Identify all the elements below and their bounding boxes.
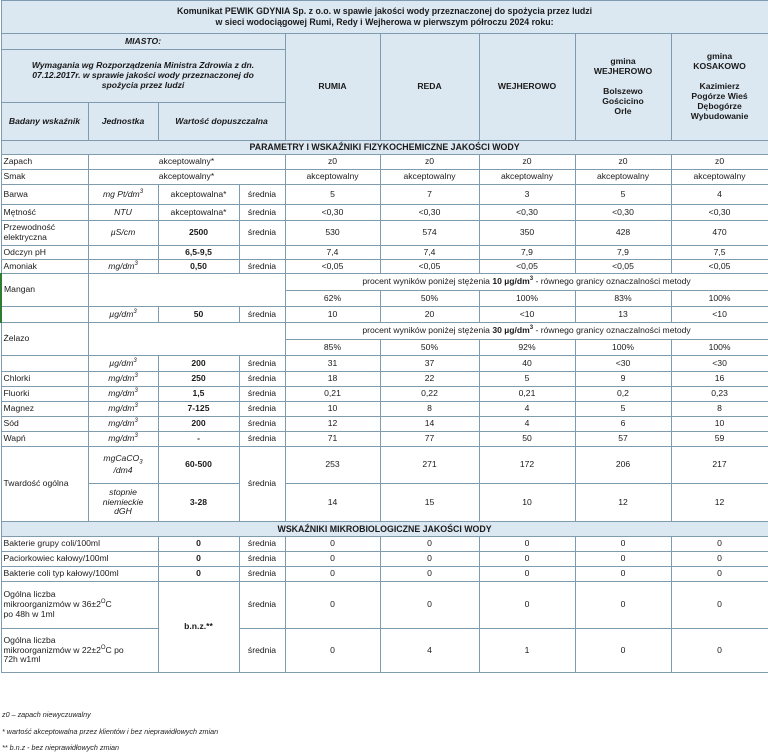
row-zelazo-values bbox=[1, 356, 768, 372]
miasto-label: MIASTO: bbox=[1, 34, 285, 50]
param-name-line-1: Przewodność bbox=[3, 222, 56, 233]
srednia-empty bbox=[239, 323, 285, 356]
col-gmina-kosakowo bbox=[671, 34, 768, 141]
badany-wskaznik-header: Badany wskaźnik bbox=[1, 103, 88, 141]
param-unit bbox=[88, 246, 158, 260]
value-rumia: 7,4 bbox=[285, 246, 380, 260]
value-gmina-kosakowo: akceptowalny bbox=[671, 170, 768, 185]
pct-gmina-kosakowo: 100% bbox=[671, 291, 768, 307]
value-gmina-wejherowo: 0 bbox=[575, 537, 671, 552]
param-unit bbox=[88, 307, 158, 323]
value-wejherowo: 40 bbox=[479, 356, 575, 372]
value-wejherowo: 7,9 bbox=[479, 246, 575, 260]
param-unit bbox=[88, 387, 158, 402]
param-unit bbox=[88, 356, 158, 372]
wymagania-label: Wymagania wg Rozporządzenia Ministra Zdrowia z dn. 07.12.2017r. w sprawie jakości wody przeznaczonej do spożycia przez ludzi bbox=[1, 50, 285, 103]
footnote-bnz: ** b.n.z - bez nieprawidłowych zmian bbox=[2, 743, 120, 752]
value-reda: 7 bbox=[380, 185, 479, 205]
header-row-miasto bbox=[1, 34, 768, 50]
row-bakterie-coli bbox=[1, 537, 768, 552]
row-wapn bbox=[1, 432, 768, 447]
gmina-wejherowo-line-1: gmina bbox=[610, 56, 636, 67]
note-post: - równego granicy oznaczalności metody bbox=[533, 276, 691, 287]
value-wejherowo: 0 bbox=[479, 582, 575, 629]
srednia-label: średnia bbox=[239, 221, 285, 246]
note-conc-text: 30 µg/dm bbox=[492, 325, 530, 336]
value-gmina-kosakowo: z0 bbox=[671, 155, 768, 170]
unit-text: mg/dm bbox=[108, 403, 135, 414]
value-gmina-wejherowo: 7,9 bbox=[575, 246, 671, 260]
value-reda: 8 bbox=[380, 402, 479, 417]
param-limit: 6,5-9,5 bbox=[158, 246, 239, 260]
value-rumia: 0 bbox=[285, 629, 380, 673]
value-reda: <0,05 bbox=[380, 260, 479, 274]
value-reda: 37 bbox=[380, 356, 479, 372]
value-rumia: 14 bbox=[285, 484, 380, 522]
row-chlorki bbox=[1, 372, 768, 387]
value-rumia: <0,30 bbox=[285, 205, 380, 221]
value-wejherowo: <0,30 bbox=[479, 205, 575, 221]
unit-text-a: stopnie bbox=[109, 486, 137, 497]
param-name-empty bbox=[1, 307, 88, 323]
report-title-line-1: Komunikat PEWIK GDYNIA Sp. z o.o. w spawie jakości wody przeznaczonej do spożycia przez ludzi bbox=[176, 6, 593, 17]
value-reda: akceptowalny bbox=[380, 170, 479, 185]
param-name-line-2: elektryczna bbox=[3, 232, 47, 242]
param-name-line-2: mikroorganizmów w 36±2 bbox=[3, 599, 101, 610]
srednia-label: średnia bbox=[239, 432, 285, 447]
param-name: Wapń bbox=[1, 432, 88, 447]
row-zapach bbox=[1, 155, 768, 170]
param-unit bbox=[88, 432, 158, 447]
value-wejherowo: 4 bbox=[479, 402, 575, 417]
unit-sup: 3 bbox=[134, 433, 138, 440]
value-gmina-wejherowo: 0,2 bbox=[575, 387, 671, 402]
srednia-empty bbox=[239, 246, 285, 260]
row-twardosc-1 bbox=[1, 447, 768, 484]
unit-text: mg/dm bbox=[108, 433, 135, 444]
value-gmina-kosakowo: 217 bbox=[671, 447, 768, 484]
unit-text: µg/dm bbox=[109, 308, 134, 319]
note-sup: 3 bbox=[529, 325, 534, 332]
value-wejherowo: 5 bbox=[479, 372, 575, 387]
param-unit bbox=[88, 417, 158, 432]
note-conc bbox=[492, 276, 533, 286]
value-gmina-wejherowo: <0,05 bbox=[575, 260, 671, 274]
value-wejherowo: 0 bbox=[479, 552, 575, 567]
note-pre: procent wyników poniżej stężenia bbox=[362, 276, 490, 287]
param-limit: 200 bbox=[158, 356, 239, 372]
value-gmina-kosakowo: 4 bbox=[671, 185, 768, 205]
unit-sup: 3 bbox=[134, 403, 138, 410]
param-unit-2 bbox=[88, 484, 158, 522]
note-pre: procent wyników poniżej stężenia bbox=[362, 325, 490, 336]
degree-sup: O bbox=[100, 599, 106, 606]
mangan-note bbox=[285, 274, 768, 291]
value-reda: 0 bbox=[380, 582, 479, 629]
srednia-label: średnia bbox=[239, 185, 285, 205]
srednia-label: średnia bbox=[239, 387, 285, 402]
param-name-line-1: Ogólna liczba bbox=[3, 589, 56, 600]
value-reda: 77 bbox=[380, 432, 479, 447]
value-rumia: 0 bbox=[285, 582, 380, 629]
value-wejherowo: <0,05 bbox=[479, 260, 575, 274]
value-rumia: 0,21 bbox=[285, 387, 380, 402]
value-gmina-kosakowo: 10 bbox=[671, 417, 768, 432]
pct-reda: 50% bbox=[380, 340, 479, 356]
srednia-label: średnia bbox=[239, 537, 285, 552]
unit-text: mg/dm bbox=[108, 388, 135, 399]
srednia-label: średnia bbox=[239, 307, 285, 323]
value-wejherowo: akceptowalny bbox=[479, 170, 575, 185]
value-rumia: 530 bbox=[285, 221, 380, 246]
unit-sup: 3 bbox=[134, 260, 138, 267]
value-gmina-kosakowo: 470 bbox=[671, 221, 768, 246]
value-rumia: 18 bbox=[285, 372, 380, 387]
value-wejherowo: z0 bbox=[479, 155, 575, 170]
value-gmina-kosakowo: 16 bbox=[671, 372, 768, 387]
param-limit-2: 3-28 bbox=[158, 484, 239, 522]
value-gmina-wejherowo: 0 bbox=[575, 567, 671, 582]
value-reda: 0 bbox=[380, 537, 479, 552]
row-zelazo-note bbox=[1, 323, 768, 340]
value-gmina-wejherowo: akceptowalny bbox=[575, 170, 671, 185]
srednia-label: średnia bbox=[239, 552, 285, 567]
param-unit bbox=[88, 402, 158, 417]
value-rumia: akceptowalny bbox=[285, 170, 380, 185]
param-limit: akceptowalny* bbox=[88, 170, 285, 185]
section-mikrobiologiczne: WSKAŹNIKI MIKROBIOLOGICZNE JAKOŚCI WODY bbox=[1, 522, 768, 537]
param-name: Odczyn pH bbox=[1, 246, 88, 260]
value-gmina-kosakowo: 0 bbox=[671, 537, 768, 552]
param-name: Barwa bbox=[1, 185, 88, 205]
param-unit-empty bbox=[88, 323, 158, 356]
section-row-mikro bbox=[1, 522, 768, 537]
value-wejherowo: 0 bbox=[479, 537, 575, 552]
value-rumia: 5 bbox=[285, 185, 380, 205]
gmina-kosakowo-line-4: Pogórze Wieś bbox=[691, 90, 748, 101]
value-gmina-kosakowo: <10 bbox=[671, 307, 768, 323]
srednia-label: średnia bbox=[239, 447, 285, 522]
row-twardosc-2 bbox=[1, 484, 768, 522]
param-limit: 200 bbox=[158, 417, 239, 432]
param-name bbox=[1, 582, 158, 629]
gmina-wejherowo-line-5: Orle bbox=[614, 105, 632, 116]
value-rumia: 10 bbox=[285, 402, 380, 417]
gmina-kosakowo-line-6: Wybudowanie bbox=[690, 110, 749, 121]
value-gmina-wejherowo: 206 bbox=[575, 447, 671, 484]
note-conc bbox=[492, 325, 533, 335]
value-gmina-kosakowo: 59 bbox=[671, 432, 768, 447]
value-wejherowo: <10 bbox=[479, 307, 575, 323]
param-name-line-4: po 48h w 1ml bbox=[3, 608, 55, 619]
jednostka-header: Jednostka bbox=[88, 103, 158, 141]
param-name: Twardość ogólna bbox=[1, 447, 88, 522]
value-rumia: 0 bbox=[285, 567, 380, 582]
row-paciorkowiec bbox=[1, 552, 768, 567]
param-limit: 0 bbox=[158, 552, 239, 567]
row-smak bbox=[1, 170, 768, 185]
value-reda: 0 bbox=[380, 567, 479, 582]
value-reda: 7,4 bbox=[380, 246, 479, 260]
param-name: Mętność bbox=[1, 205, 88, 221]
value-gmina-wejherowo: 5 bbox=[575, 402, 671, 417]
value-rumia: 10 bbox=[285, 307, 380, 323]
param-name-line-3: C po bbox=[105, 644, 124, 655]
unit-sup: 3 bbox=[134, 388, 138, 395]
row-przewodnosc bbox=[1, 221, 768, 246]
degree-sup: O bbox=[100, 644, 106, 651]
unit-text-c: dGH bbox=[114, 506, 132, 517]
value-reda: 0,22 bbox=[380, 387, 479, 402]
srednia-label: średnia bbox=[239, 402, 285, 417]
pct-reda: 50% bbox=[380, 291, 479, 307]
param-limit: 1,5 bbox=[158, 387, 239, 402]
unit-text: mg/dm bbox=[108, 260, 135, 271]
param-limit: akceptowalna* bbox=[158, 185, 239, 205]
value-gmina-kosakowo: 0 bbox=[671, 582, 768, 629]
value-rumia: <0,05 bbox=[285, 260, 380, 274]
value-gmina-wejherowo: 0 bbox=[575, 629, 671, 673]
param-limit: - bbox=[158, 432, 239, 447]
value-reda: 22 bbox=[380, 372, 479, 387]
param-limit: 0,50 bbox=[158, 260, 239, 274]
param-unit-1 bbox=[88, 447, 158, 484]
bnz-limit: b.n.z.** bbox=[158, 582, 239, 673]
srednia-label: średnia bbox=[239, 372, 285, 387]
srednia-label: średnia bbox=[239, 629, 285, 673]
value-wejherowo: 4 bbox=[479, 417, 575, 432]
footnote-z0: z0 – zapach niewyczuwalny bbox=[2, 710, 91, 719]
value-rumia: 71 bbox=[285, 432, 380, 447]
gmina-kosakowo-line-1: gmina bbox=[706, 51, 733, 62]
value-gmina-wejherowo: 13 bbox=[575, 307, 671, 323]
value-reda: 15 bbox=[380, 484, 479, 522]
value-reda: <0,30 bbox=[380, 205, 479, 221]
section-fizykochemiczne: PARAMETRY I WSKAŹNIKI FIZYKOCHEMICZNE JAKOŚCI WODY bbox=[1, 141, 768, 155]
col-wejherowo: WEJHEROWO bbox=[479, 34, 575, 141]
param-name: Bakterie grupy coli/100ml bbox=[1, 537, 158, 552]
param-unit bbox=[88, 260, 158, 274]
note-conc-text: 10 µg/dm bbox=[492, 276, 530, 287]
value-gmina-wejherowo: <0,30 bbox=[575, 205, 671, 221]
pct-gmina-wejherowo: 100% bbox=[575, 340, 671, 356]
value-gmina-wejherowo: 57 bbox=[575, 432, 671, 447]
value-wejherowo: 0 bbox=[479, 567, 575, 582]
value-gmina-wejherowo: 5 bbox=[575, 185, 671, 205]
unit-sup: 3 bbox=[134, 373, 138, 380]
row-odczyn bbox=[1, 246, 768, 260]
value-gmina-kosakowo: 0 bbox=[671, 567, 768, 582]
title-row bbox=[1, 1, 768, 34]
srednia-label: średnia bbox=[239, 582, 285, 629]
unit-sup: 3 bbox=[133, 357, 137, 364]
srednia-label: średnia bbox=[239, 567, 285, 582]
row-magnez bbox=[1, 402, 768, 417]
row-fluorki bbox=[1, 387, 768, 402]
param-limit-empty bbox=[158, 274, 239, 307]
report-title bbox=[1, 1, 768, 34]
value-rumia: z0 bbox=[285, 155, 380, 170]
value-reda: 574 bbox=[380, 221, 479, 246]
row-amoniak bbox=[1, 260, 768, 274]
value-gmina-kosakowo: <0,30 bbox=[671, 205, 768, 221]
value-rumia: 253 bbox=[285, 447, 380, 484]
gmina-wejherowo-line-4: Gościcino bbox=[602, 95, 644, 106]
value-gmina-kosakowo: 8 bbox=[671, 402, 768, 417]
gmina-kosakowo-line-3: Kazimierz bbox=[699, 81, 740, 92]
value-reda: 271 bbox=[380, 447, 479, 484]
param-unit bbox=[88, 185, 158, 205]
value-gmina-wejherowo: <30 bbox=[575, 356, 671, 372]
value-rumia: 12 bbox=[285, 417, 380, 432]
srednia-label: średnia bbox=[239, 417, 285, 432]
param-limit: 250 bbox=[158, 372, 239, 387]
param-limit: 50 bbox=[158, 307, 239, 323]
param-name: Amoniak bbox=[1, 260, 88, 274]
value-wejherowo: 1 bbox=[479, 629, 575, 673]
param-limit: 2500 bbox=[158, 221, 239, 246]
value-wejherowo: 3 bbox=[479, 185, 575, 205]
param-name-line-1: Ogólna liczba bbox=[3, 634, 56, 645]
value-gmina-kosakowo: <0,05 bbox=[671, 260, 768, 274]
param-name: Magnez bbox=[1, 402, 88, 417]
value-wejherowo: 50 bbox=[479, 432, 575, 447]
param-name: Bakterie coli typ kałowy/100ml bbox=[1, 567, 158, 582]
value-rumia: 31 bbox=[285, 356, 380, 372]
value-wejherowo: 10 bbox=[479, 484, 575, 522]
value-gmina-kosakowo: 0 bbox=[671, 552, 768, 567]
value-wejherowo: 0,21 bbox=[479, 387, 575, 402]
value-gmina-kosakowo: 0,23 bbox=[671, 387, 768, 402]
pct-gmina-kosakowo: 100% bbox=[671, 340, 768, 356]
param-name: Zapach bbox=[1, 155, 88, 170]
section-row-fiz bbox=[1, 141, 768, 155]
footnote-akceptowalna: * wartość akceptowalna przez klientów i bez nieprawidłowych zmian bbox=[2, 727, 219, 736]
unit-text: mg/dm bbox=[108, 373, 135, 384]
value-gmina-wejherowo: 9 bbox=[575, 372, 671, 387]
srednia-empty bbox=[239, 274, 285, 307]
value-reda: 14 bbox=[380, 417, 479, 432]
unit-text-b: /dm4 bbox=[113, 465, 133, 476]
value-wejherowo: 350 bbox=[479, 221, 575, 246]
unit-text-a: mgCaCO bbox=[103, 452, 140, 463]
param-name-line-3: C bbox=[105, 599, 112, 610]
row-sod bbox=[1, 417, 768, 432]
pct-gmina-wejherowo: 83% bbox=[575, 291, 671, 307]
value-reda: z0 bbox=[380, 155, 479, 170]
pct-wejherowo: 92% bbox=[479, 340, 575, 356]
value-gmina-wejherowo: 0 bbox=[575, 552, 671, 567]
value-gmina-wejherowo: 428 bbox=[575, 221, 671, 246]
param-name: Fluorki bbox=[1, 387, 88, 402]
param-limit: akceptowalna* bbox=[158, 205, 239, 221]
col-gmina-wejherowo bbox=[575, 34, 671, 141]
srednia-label: średnia bbox=[239, 356, 285, 372]
param-name: Mangan bbox=[1, 274, 88, 307]
note-post: - równego granicy oznaczalności metody bbox=[533, 325, 691, 336]
value-wejherowo: 172 bbox=[479, 447, 575, 484]
param-name: Smak bbox=[1, 170, 88, 185]
row-mangan-note bbox=[1, 274, 768, 291]
value-gmina-kosakowo: 7,5 bbox=[671, 246, 768, 260]
pct-rumia: 62% bbox=[285, 291, 380, 307]
pct-wejherowo: 100% bbox=[479, 291, 575, 307]
param-name-line-4: 72h w1ml bbox=[3, 654, 41, 665]
col-rumia: RUMIA bbox=[285, 34, 380, 141]
value-gmina-wejherowo: 0 bbox=[575, 582, 671, 629]
row-coli-typ bbox=[1, 567, 768, 582]
value-gmina-wejherowo: z0 bbox=[575, 155, 671, 170]
param-limit: 0 bbox=[158, 537, 239, 552]
param-limit: 0 bbox=[158, 567, 239, 582]
wartosc-dopuszczalna-header: Wartość dopuszczalna bbox=[158, 103, 285, 141]
value-gmina-kosakowo: <30 bbox=[671, 356, 768, 372]
value-reda: 20 bbox=[380, 307, 479, 323]
param-name bbox=[1, 221, 88, 246]
unit-sup: 3 bbox=[134, 418, 138, 425]
unit-sub: 3 bbox=[139, 459, 143, 466]
param-unit bbox=[88, 372, 158, 387]
unit-text: mg Pt/dm bbox=[102, 188, 140, 199]
row-ogolna-22 bbox=[1, 629, 768, 673]
param-limit: 7-125 bbox=[158, 402, 239, 417]
col-reda: REDA bbox=[380, 34, 479, 141]
param-unit: NTU bbox=[88, 205, 158, 221]
value-gmina-wejherowo: 6 bbox=[575, 417, 671, 432]
value-reda: 4 bbox=[380, 629, 479, 673]
value-rumia: 0 bbox=[285, 537, 380, 552]
param-name-empty bbox=[1, 356, 88, 372]
value-gmina-kosakowo: 12 bbox=[671, 484, 768, 522]
unit-text: µg/dm bbox=[109, 357, 134, 368]
unit-sup: 3 bbox=[133, 308, 137, 315]
report-title-line-2: w sieci wodociągowej Rumi, Redy i Wejherowa w pierwszym półroczu 2024 roku: bbox=[215, 17, 554, 27]
row-mangan-values bbox=[1, 307, 768, 323]
param-unit: µS/cm bbox=[88, 221, 158, 246]
param-name bbox=[1, 629, 158, 673]
param-name: Sód bbox=[1, 417, 88, 432]
value-gmina-wejherowo: 12 bbox=[575, 484, 671, 522]
param-limit-1: 60-500 bbox=[158, 447, 239, 484]
unit-text: mg/dm bbox=[108, 418, 135, 429]
param-limit: akceptowalny* bbox=[88, 155, 285, 170]
pct-rumia: 85% bbox=[285, 340, 380, 356]
param-name-line-2: mikroorganizmów w 22±2 bbox=[3, 644, 101, 655]
srednia-label: średnia bbox=[239, 205, 285, 221]
unit-text-b: niemieckie bbox=[102, 496, 144, 507]
note-sup: 3 bbox=[529, 276, 534, 283]
gmina-wejherowo-line-3: Bolszewo bbox=[603, 86, 643, 96]
row-metnosc bbox=[1, 205, 768, 221]
gmina-kosakowo-line-2: KOSAKOWO bbox=[693, 61, 746, 72]
srednia-label: średnia bbox=[239, 260, 285, 274]
value-rumia: 0 bbox=[285, 552, 380, 567]
param-name: Paciorkowiec kałowy/100ml bbox=[1, 552, 158, 567]
unit-sup: 3 bbox=[139, 188, 144, 195]
row-ogolna-36 bbox=[1, 582, 768, 629]
param-unit-empty bbox=[88, 274, 158, 307]
row-barwa bbox=[1, 185, 768, 205]
gmina-kosakowo-line-5: Dębogórze bbox=[697, 100, 742, 111]
gmina-wejherowo-line-2: WEJHEROWO bbox=[593, 66, 653, 77]
param-limit-empty bbox=[158, 323, 239, 356]
value-reda: 0 bbox=[380, 552, 479, 567]
param-name: Chlorki bbox=[1, 372, 88, 387]
param-name: Żelazo bbox=[1, 323, 88, 356]
zelazo-note bbox=[285, 323, 768, 340]
value-gmina-kosakowo: 0 bbox=[671, 629, 768, 673]
